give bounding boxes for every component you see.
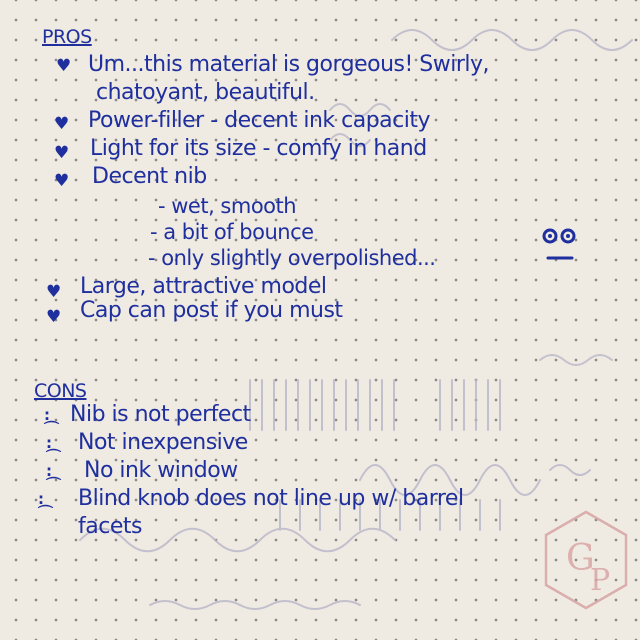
frown-bullet-icon: : ⌒ <box>44 406 60 438</box>
cons-item-nib: Nib is not perfect <box>70 402 251 427</box>
pros-item-model: Large, attractive model <box>80 274 327 299</box>
pros-subitem-wet: - wet, smooth <box>158 194 297 218</box>
straight-face-doodle-icon <box>540 226 584 266</box>
pros-item-filler: Power-filler - decent ink capacity <box>88 108 430 133</box>
pros-heading: PROS <box>42 26 92 48</box>
cons-item-knob-cont: facets <box>78 514 142 539</box>
cons-item-price: Not inexpensive <box>78 430 248 455</box>
heart-bullet-icon: ♥ <box>46 282 62 302</box>
frown-bullet-icon: : ⌒ <box>46 434 62 466</box>
gp-hexagon-watermark-logo <box>540 508 632 612</box>
cons-heading: CONS <box>34 380 87 402</box>
frown-bullet-icon: : ⌒ <box>46 462 62 494</box>
watermark-g: G <box>566 538 595 579</box>
heart-bullet-icon: ♥ <box>54 114 70 134</box>
cons-item-knob: Blind knob does not line up w/ barrel <box>78 486 464 511</box>
cons-item-window: No ink window <box>84 458 238 483</box>
pros-item-cap: Cap can post if you must <box>80 298 343 323</box>
heart-bullet-icon: ♥ <box>54 143 70 163</box>
pros-item-material: Um...this material is gorgeous! Swirly, <box>88 52 490 77</box>
heart-bullet-icon: ♥ <box>54 171 70 191</box>
frown-bullet-icon: : ⌒ <box>38 490 54 522</box>
pros-item-nib: Decent nib <box>92 164 207 189</box>
pros-item-material-cont: chatoyant, beautiful. <box>96 80 315 105</box>
heart-bullet-icon: ♥ <box>56 56 72 76</box>
heart-bullet-icon: ♥ <box>46 307 62 327</box>
pros-subitem-polish: - only slightly overpolished... <box>148 246 436 270</box>
watermark-p: P <box>590 563 611 598</box>
pros-subitem-bounce: - a bit of bounce <box>150 220 314 244</box>
pros-item-weight: Light for its size - comfy in hand <box>90 136 427 161</box>
